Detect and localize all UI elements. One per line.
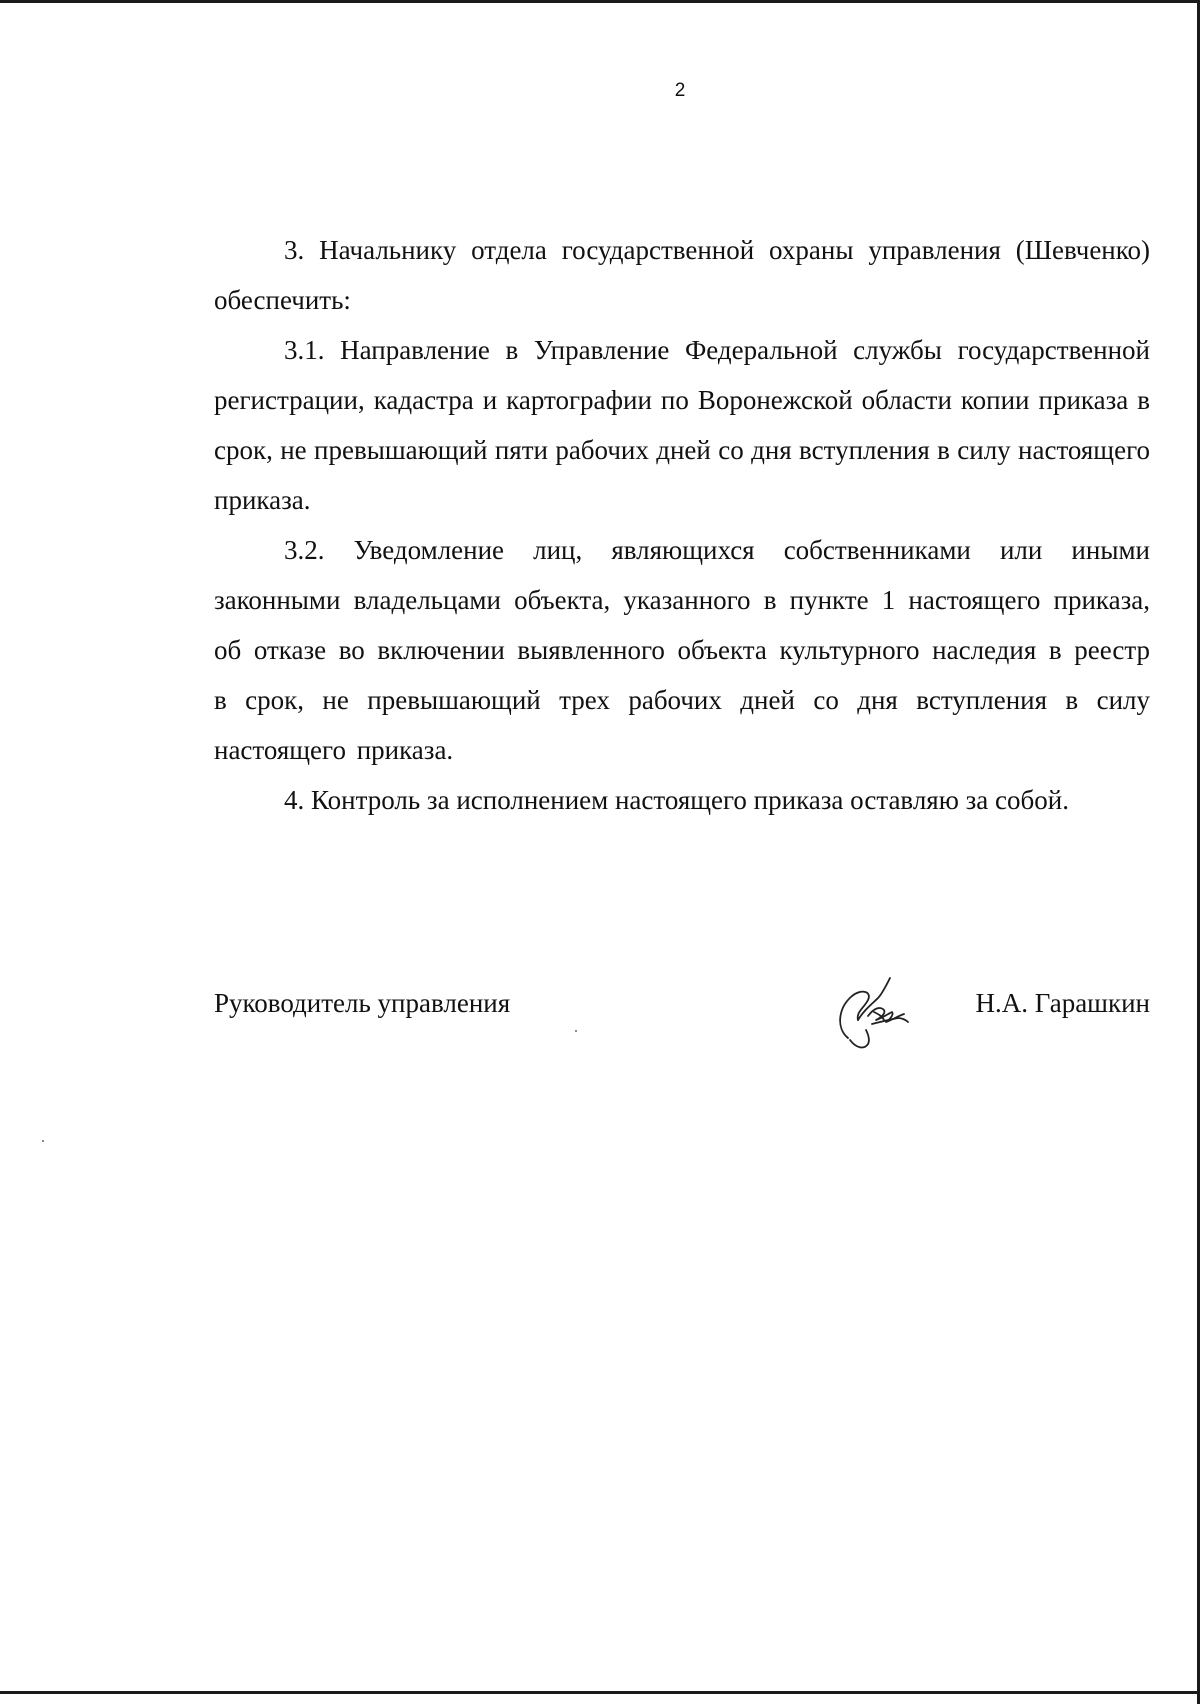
- document-body: [214, 225, 1150, 825]
- scan-speck: [42, 1140, 44, 1142]
- paragraph-4: 4. Контроль за исполнением настоящего приказа оставляю за собой.: [284, 785, 1069, 815]
- paragraph-3: 3. Начальнику отдела государственной охраны управления (Шевченко) обеспечить:: [214, 235, 1150, 315]
- scan-edge-top: [0, 0, 1200, 3]
- scan-edge-bottom: [0, 1691, 1200, 1694]
- signature-block: [214, 980, 1150, 1060]
- page-number: 2: [674, 80, 686, 101]
- handwritten-signature-icon: [828, 968, 918, 1058]
- paragraph-3-1: 3.1. Направление в Управление Федеральной службы государственной регистрации, кадастра и картографии по Воронежской области копии приказа в срок, не превышающий пяти рабочих дней со дня вступления в силу настоящего приказа.: [214, 335, 1150, 515]
- paragraph-3-2: 3.2. Уведомление лиц, являющихся собственниками или иными законными владельцами объекта, указанного в пункте 1 настоящего приказа, об отказе во включении выявленного объекта культурного наследия в реестр в срок, не превышающий трех рабочих дней со дня вступления в силу настоящего приказа.: [214, 535, 1150, 765]
- signatory-position: Руководитель управления: [214, 988, 511, 1018]
- scan-speck: [575, 1030, 577, 1032]
- signatory-name: Н.А. Гарашкин: [975, 988, 1150, 1018]
